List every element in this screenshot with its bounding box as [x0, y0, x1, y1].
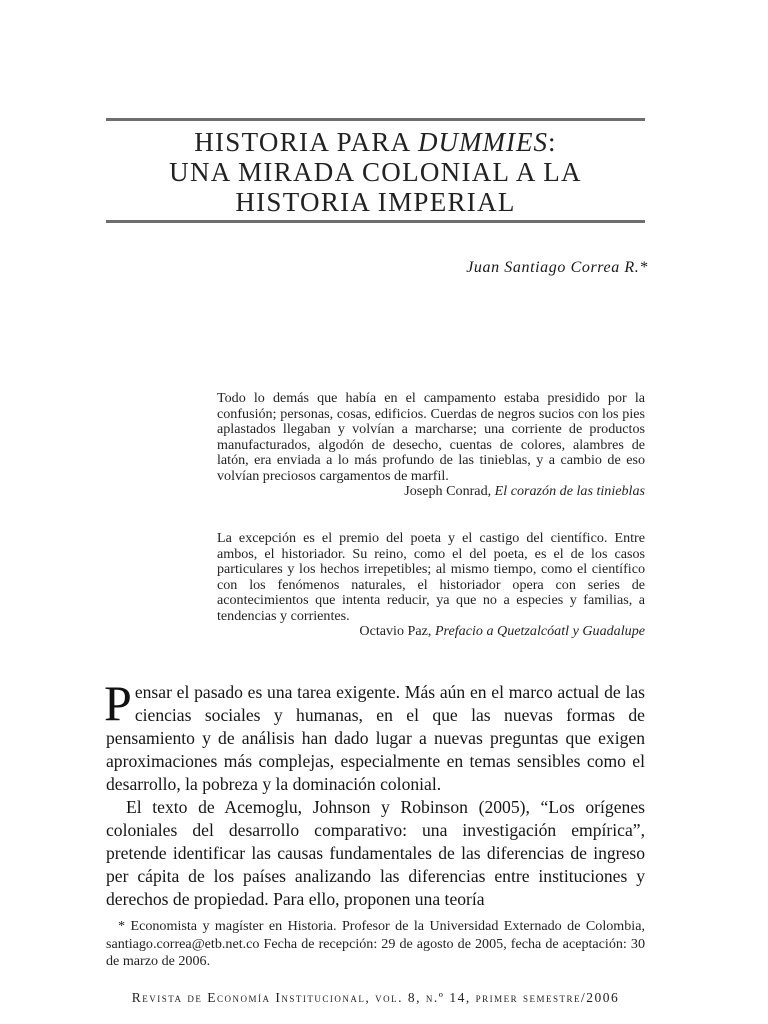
title-line-1-suffix: :	[547, 127, 557, 157]
title-bottom-rule	[106, 220, 645, 223]
drop-cap: P	[104, 675, 132, 731]
body-paragraph-2: El texto de Acemoglu, Johnson y Robinson (2005), “Los orígenes coloniales del desarrollo comparativo: una investigación empírica”, pretende identificar las causas fundamentales de las diferencias de ingreso per cápita de los países analizando las diferencias entre instituciones y derechos de propiedad. Para ello, proponen una teoría	[106, 797, 645, 909]
title-line-1-prefix: HISTORIA PARA	[194, 127, 418, 157]
title-line-1-italic: DUMMIES	[418, 127, 548, 157]
epigraph-text: Todo lo demás que había en el campamento estaba presidido por la confusión; personas, cosas, edificios. Cuerdas de negros sucios con los pies aplastados llegaban y volvían a marcharse; una corriente de productos manufacturados, algodón de desecho, cuentas de colores, alambres de latón, era enviada a lo más profundo de las tinieblas, y a cambio de eso volvían preciosos cargamentos de marfil.	[217, 390, 645, 484]
epigraph-attribution-author: Joseph Conrad,	[404, 483, 495, 499]
epigraph-attribution	[217, 624, 645, 640]
epigraph-conrad	[217, 391, 645, 500]
epigraph-attribution-work: El corazón de las tinieblas	[494, 483, 645, 499]
title-line-3: HISTORIA IMPERIAL	[235, 187, 516, 217]
author-name: Juan Santiago Correa R.*	[466, 259, 648, 276]
title-top-rule	[106, 118, 645, 121]
author-footnote	[106, 918, 645, 971]
body-paragraph-1	[104, 675, 645, 796]
epigraph-paz	[217, 531, 645, 640]
footnote-text: * Economista y magíster en Historia. Profesor de la Universidad Externado de Colombia, santiago.correa@etb.net.co Fecha de recepción: 29 de agosto de 2005, fecha de aceptación: 30 de marzo de 2006.	[106, 918, 645, 969]
title-line-2: UNA MIRADA COLONIAL A LA	[169, 157, 582, 187]
epigraph-attribution-author: Octavio Paz,	[359, 623, 435, 639]
article-body	[104, 675, 645, 911]
body-paragraph-1-text: ensar el pasado es una tarea exigente. Más aún en el marco actual de las ciencias sociales y humanas, en el que las nuevas formas de pensamiento y de análisis han dado lugar a nuevas preguntas que exigen aproximaciones más complejas, especialmente en temas sensibles como el desarrollo, la pobreza y la dominación colonial.	[106, 682, 645, 794]
epigraph-attribution	[217, 484, 645, 500]
title-line-1	[106, 127, 645, 157]
journal-running-footer: Revista de Economía Institucional, vol. 8, n.º 14, primer semestre/2006	[131, 990, 620, 1005]
article-title	[106, 127, 645, 217]
epigraph-text: La excepción es el premio del poeta y el castigo del científico. Entre ambos, el historiador. Su reino, como el del poeta, es el de los casos particulares y los hechos irrepetibles; al mismo tiempo, como el científico con los fenómenos naturales, el historiador opera con series de acontecimientos que intenta reducir, ya que no a especies y familias, a tendencias y corrientes.	[217, 530, 645, 624]
epigraph-attribution-work: Prefacio a Quetzalcóatl y Guadalupe	[434, 623, 645, 639]
